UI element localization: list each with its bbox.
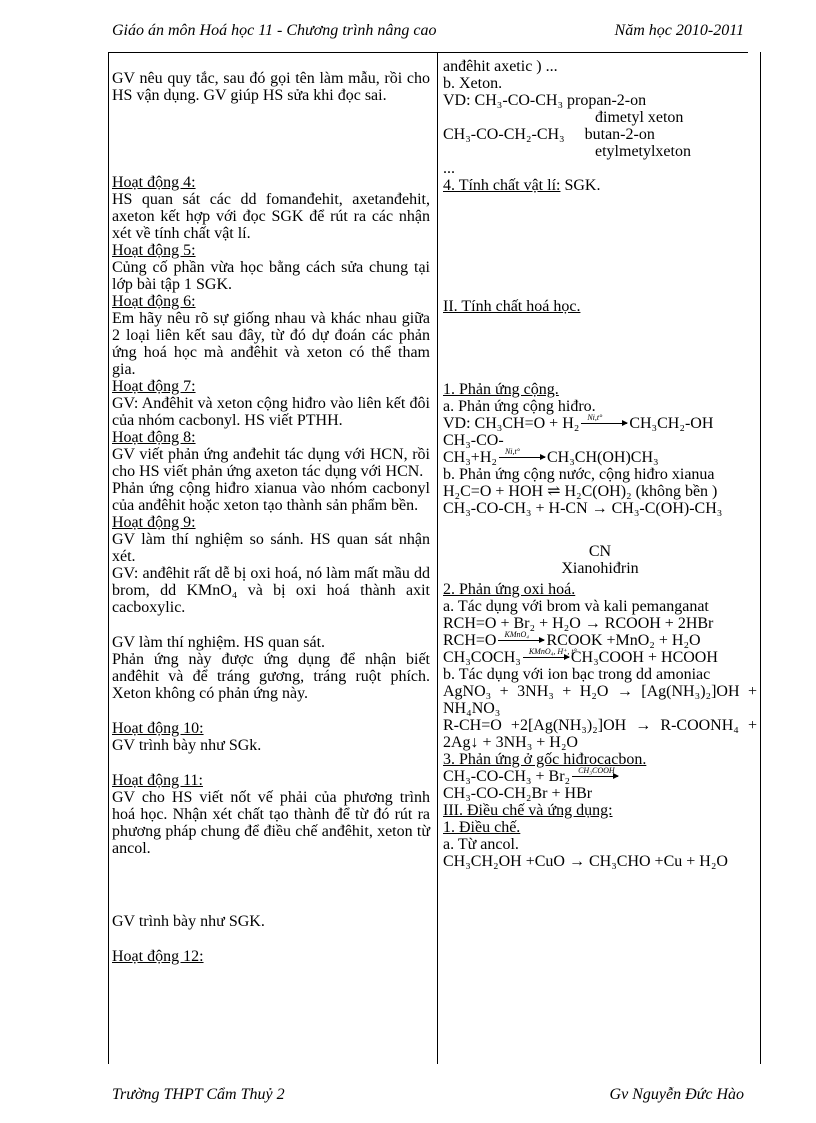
left-paragraph: GV: anđêhit rất dễ bị oxi hoá, nó làm mất mầu dd brom, dd KMnO₄ và bị oxi hoá thành axit cacboxylic. <box>112 565 430 616</box>
left-paragraph: Củng cố phần vừa học bằng cách sửa chung tại lớp bài tập 1 SGK. <box>112 259 430 293</box>
right-heading <box>443 802 757 819</box>
left-paragraph: GV: Anđêhit và xeton cộng hiđro vào liên kết đôi của nhóm cacbonyl. HS viết PTHH. <box>112 395 430 429</box>
table-left-border <box>108 52 109 1064</box>
right-equation-part: CH₃CH(OH)CH₃ <box>546 449 659 466</box>
right-heading-tail: SGK. <box>560 177 601 194</box>
reaction-arrow-icon <box>579 415 629 432</box>
right-paragraph: CH₃-CO-CH₂Br + HBr <box>443 785 593 802</box>
right-paragraph: b. Xeton. <box>443 75 503 92</box>
right-heading <box>443 381 757 398</box>
left-paragraph: Phản ứng này được ứng dụng để nhận biết anđêhit và để tráng gương, tráng ruột phích. Xeton không có phản ứng này. <box>112 651 430 702</box>
left-heading-text: Hoạt động 10: <box>112 720 204 737</box>
left-paragraph: GV làm thí nghiệm so sánh. HS quan sát nhận xét. <box>112 531 430 565</box>
right-paragraph: CH₃-CO- <box>443 432 504 449</box>
right-paragraph: đimetyl xeton <box>443 109 684 126</box>
right-equation-part: CH₃COCH₃ <box>443 649 521 666</box>
lesson-content-column <box>443 58 757 870</box>
left-paragraph: GV trình bày như SGK. <box>112 913 265 930</box>
right-paragraph: CH₃-CO-CH₃ + H-CN → CH₃-C(OH)-CH₃ <box>443 500 723 517</box>
reaction-condition: CH₃COOH <box>578 766 615 775</box>
reaction-condition: Ni,t° <box>587 413 603 422</box>
right-equation <box>443 649 757 666</box>
right-paragraph: VD: CH₃-CO-CH₃ propan-2-on <box>443 92 647 109</box>
left-heading <box>112 378 430 395</box>
right-paragraph: a. Từ ancol. <box>443 836 519 853</box>
left-heading-text: Hoạt động 4: <box>112 174 196 191</box>
left-heading-text: Hoạt động 12: <box>112 948 204 965</box>
right-equation <box>443 768 757 785</box>
left-paragraph: Phản ứng cộng hiđro xianua vào nhóm cacbonyl của anđêhit hoặc xeton tạo thành sản phẩm bền. <box>112 480 430 514</box>
left-heading-text: Hoạt động 11: <box>112 772 203 789</box>
right-equation-part: CH₃CH₂-OH <box>629 415 714 432</box>
table-middle-border <box>437 52 438 1064</box>
left-heading <box>112 174 430 191</box>
right-equation-part: RCOOK +MnO₂ + H₂O <box>546 632 701 649</box>
left-heading-text: Hoạt động 9: <box>112 514 196 531</box>
table-top-border <box>108 52 748 53</box>
right-heading-text: 4. Tính chất vật lí: <box>443 177 561 194</box>
right-paragraph: ... <box>443 160 455 177</box>
right-equation <box>443 632 757 649</box>
page-footer <box>112 1086 744 1110</box>
right-equation-part: CH₃-CO-CH₃ + Br₂ <box>443 768 571 785</box>
right-paragraph: Xianohiđrin <box>561 560 639 577</box>
right-heading-text: II. Tính chất hoá học. <box>443 298 581 315</box>
left-heading <box>112 772 430 789</box>
footer-school-name: Trường THPT Cẩm Thuỷ 2 <box>112 1086 285 1103</box>
right-paragraph: R-CH=O +2[Ag(NH₃)₂]OH → R-COONH₄ + 2Ag↓ + 3NH₃ + H₂O <box>443 717 757 751</box>
right-paragraph: b. Tác dụng với ion bạc trong dd amoniac <box>443 666 711 683</box>
right-heading-text: 2. Phản ứng oxi hoá. <box>443 581 576 598</box>
reaction-condition: Ni,t° <box>504 447 520 456</box>
teacher-activities-column <box>112 58 430 965</box>
left-heading-text: Hoạt động 8: <box>112 429 196 446</box>
right-heading-text: III. Điều chế và ứng dụng: <box>443 802 613 819</box>
right-heading <box>443 581 757 598</box>
table-right-border <box>760 52 761 1064</box>
left-heading <box>112 293 430 310</box>
left-paragraph: GV làm thí nghiệm. HS quan sát. <box>112 634 326 651</box>
right-paragraph: AgNO₃ + 3NH₃ + H₂O → [Ag(NH₃)₂]OH + NH₄NO₃ <box>443 683 757 717</box>
right-equation-part: CH₃COOH + HCOOH <box>570 649 718 666</box>
header-course-title: Giáo án môn Hoá học 11 - Chương trình nâng cao <box>112 22 437 39</box>
right-paragraph: RCH=O + Br₂ + H₂O → RCOOH + 2HBr <box>443 615 714 632</box>
right-equation-part: CH₃+H₂ <box>443 449 497 466</box>
right-heading-text: 1. Phản ứng cộng. <box>443 381 559 398</box>
right-heading-text: 3. Phản ứng ở gốc hiđrocacbon. <box>443 751 647 768</box>
left-heading <box>112 514 430 531</box>
left-heading-text: Hoạt động 7: <box>112 378 196 395</box>
footer-teacher-name: Gv Nguyễn Đức Hào <box>609 1086 744 1103</box>
right-paragraph: CN <box>588 543 612 560</box>
right-equation <box>443 415 757 432</box>
left-heading <box>112 242 430 259</box>
left-paragraph: HS quan sát các dd fomanđehit, axetanđehit, axeton kết hợp với đọc SGK để rút ra các nhận xét về tính chất vật lí. <box>112 191 430 242</box>
right-heading <box>443 819 757 836</box>
reaction-arrow-icon <box>497 449 547 466</box>
right-paragraph: H₂C=O + HOH ⇌ H₂C(OH)₂ (không bền ) <box>443 483 718 500</box>
right-paragraph: CH₃-CO-CH₂-CH₃ butan-2-on <box>443 126 655 143</box>
right-equation <box>443 449 757 466</box>
right-paragraph: b. Phản ứng cộng nước, cộng hiđro xianua <box>443 466 715 483</box>
reaction-condition: KMnO₄, H⁺, t° <box>528 647 577 656</box>
left-heading <box>112 948 430 965</box>
right-paragraph: anđêhit axetic ) ... <box>443 58 558 75</box>
left-paragraph: GV cho HS viết nốt vế phải của phương trình hoá học. Nhận xét chất tạo thành để từ đó rút ra phương pháp chung để điều chế anđêhit, xeton từ ancol. <box>112 789 430 857</box>
right-paragraph: etylmetylxeton <box>443 143 691 160</box>
left-paragraph: GV trình bày như SGk. <box>112 737 262 754</box>
left-heading-text: Hoạt động 5: <box>112 242 196 259</box>
page-header <box>112 22 744 46</box>
left-heading <box>112 720 430 737</box>
reaction-condition: KMnO₄ <box>504 630 530 639</box>
right-heading <box>443 298 757 315</box>
header-school-year: Năm học 2010-2011 <box>614 22 744 39</box>
right-paragraph: CH₃CH₂OH +CuO → CH₃CHO +Cu + H₂O <box>443 853 728 870</box>
left-heading <box>112 429 430 446</box>
right-paragraph: a. Phản ứng cộng hiđro. <box>443 398 596 415</box>
right-heading-text: 1. Điều chế. <box>443 819 521 836</box>
reaction-arrow-icon <box>521 647 577 666</box>
left-heading-text: Hoạt động 6: <box>112 293 196 310</box>
left-paragraph: GV viết phản ứng anđehit tác dụng với HCN, rồi cho HS viết phản ứng axeton tác dụng với HCN. <box>112 446 430 480</box>
reaction-arrow-icon <box>570 768 620 785</box>
right-equation-part: VD: CH₃CH=O + H₂ <box>443 415 580 432</box>
right-paragraph: a. Tác dụng với brom và kali pemanganat <box>443 598 709 615</box>
left-paragraph: Em hãy nêu rõ sự giống nhau và khác nhau giữa 2 loại liên kết sau đây, từ đó dự đoán các phản ứng hoá học mà anđêhit và xeton có thể tham gia. <box>112 310 430 378</box>
right-heading <box>443 177 757 194</box>
right-equation-part: RCH=O <box>443 632 497 649</box>
left-paragraph: GV nêu quy tắc, sau đó gọi tên làm mẫu, rồi cho HS vận dụng. GV giúp HS sửa khi đọc sai. <box>112 70 430 104</box>
